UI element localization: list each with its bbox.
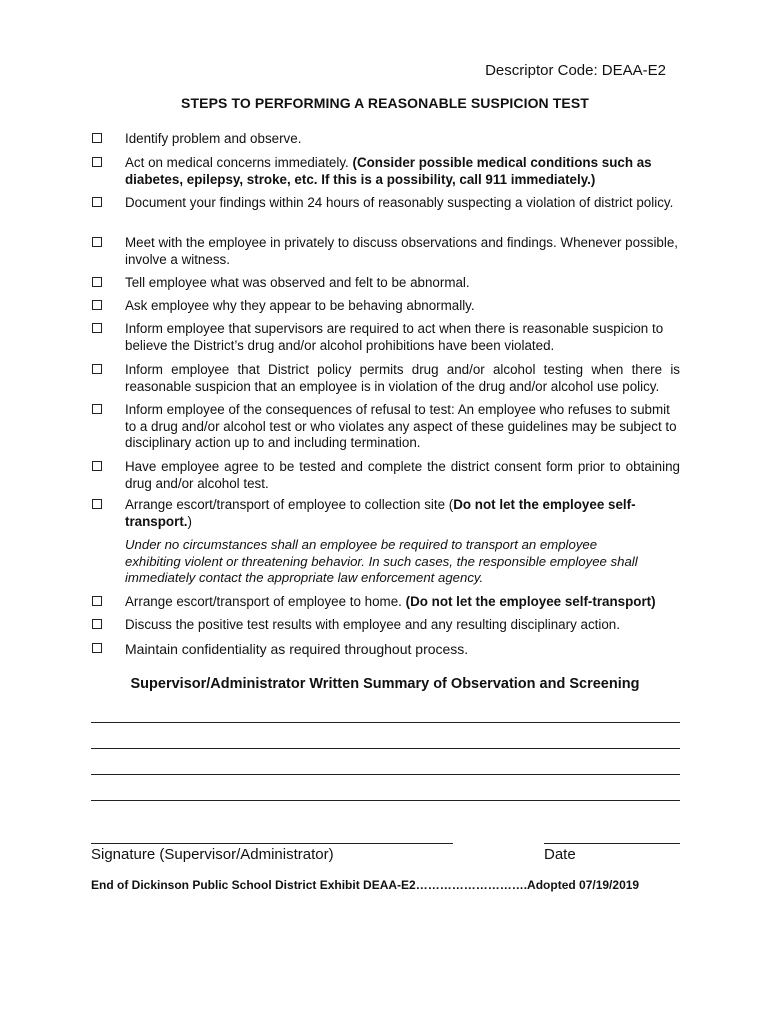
summary-line[interactable] — [91, 800, 680, 801]
date-label: Date — [544, 846, 576, 863]
document-footer: End of Dickinson Public School District Exhibit DEAA-E2……………………….Adopted 07/19/2019 — [91, 878, 640, 892]
checklist-item-text: Tell employee what was observed and felt to be abnormal. — [125, 275, 470, 290]
checkbox[interactable] — [92, 596, 102, 606]
checkbox[interactable] — [92, 237, 102, 247]
checkbox[interactable] — [92, 197, 102, 207]
checkbox[interactable] — [92, 277, 102, 287]
checklist-item-bold-text: (Do not let the employee self-transport) — [405, 594, 656, 609]
checklist-item-text: Inform employee that District policy permits drug and/or alcohol testing when there is reasonable suspicion that an employee is in violation of the drug and/or alcohol use policy. — [125, 362, 680, 394]
checkbox[interactable] — [92, 499, 102, 509]
checkbox[interactable] — [92, 619, 102, 629]
checkbox[interactable] — [92, 461, 102, 471]
checkbox[interactable] — [92, 404, 102, 414]
signature-line[interactable] — [91, 843, 453, 844]
descriptor-code: Descriptor Code: DEAA-E2 — [485, 62, 666, 79]
checklist-item-bold-text: (Consider possible medical conditions such as diabetes, epilepsy, stroke, etc. If this is a possibility, call 911 immediately.) — [125, 155, 652, 187]
checklist-item-text: Ask employee why they appear to be behaving abnormally. — [125, 298, 475, 313]
signature-label: Signature (Supervisor/Administrator) — [91, 846, 334, 863]
checkbox[interactable] — [92, 300, 102, 310]
checklist-item-text: Meet with the employee in privately to discuss observations and findings. Whenever possible, involve a witness. — [125, 235, 679, 267]
checklist-item-text: Inform employee that supervisors are required to act when there is reasonable suspicion to believe the District’s drug and/or alcohol prohibitions have been violated. — [125, 321, 664, 353]
checklist-item-text: Arrange escort/transport of employee to collection site ( — [125, 497, 454, 512]
summary-line[interactable] — [91, 774, 680, 775]
checklist-item-bold-text: Do not let the employee self-transport. — [125, 497, 636, 529]
checklist-item-text: Document your findings within 24 hours of reasonably suspecting a violation of district policy. — [125, 195, 674, 210]
summary-title: Supervisor/Administrator Written Summary of Observation and Screening — [130, 676, 640, 692]
date-line[interactable] — [544, 843, 680, 844]
checkbox[interactable] — [92, 364, 102, 374]
checklist-item-text-end: ) — [187, 513, 192, 529]
summary-line[interactable] — [91, 748, 680, 749]
checklist-item-text: Maintain confidentiality as required throughout process. — [125, 641, 469, 657]
checklist-item-text: Arrange escort/transport of employee to home. — [125, 594, 406, 609]
checkbox[interactable] — [92, 157, 102, 167]
checklist-item-text: Identify problem and observe. — [125, 131, 302, 146]
checklist-item-text: Have employee agree to be tested and complete the district consent form prior to obtaining drug and/or alcohol test. — [125, 459, 680, 491]
checkbox[interactable] — [92, 323, 102, 333]
checklist-item-text: Act on medical concerns immediately. — [125, 155, 353, 170]
summary-line[interactable] — [91, 722, 680, 723]
document-title: STEPS TO PERFORMING A REASONABLE SUSPICION TEST — [181, 95, 589, 111]
checkbox[interactable] — [92, 643, 102, 653]
checkbox[interactable] — [92, 133, 102, 143]
safety-note: Under no circumstances shall an employee be required to transport an employee exhibiting violent or threatening behavior. In such cases, the responsible employee shall immediately contact the appropriate law enforcement agency. — [125, 537, 638, 585]
checklist-item-text: Discuss the positive test results with employee and any resulting disciplinary action. — [125, 617, 620, 632]
checklist-item-text: Inform employee of the consequences of refusal to test: An employee who refuses to submit to a drug and/or alcohol test or who violates any aspect of these guidelines may be subject to disciplinary action up to and including termination. — [125, 402, 677, 450]
